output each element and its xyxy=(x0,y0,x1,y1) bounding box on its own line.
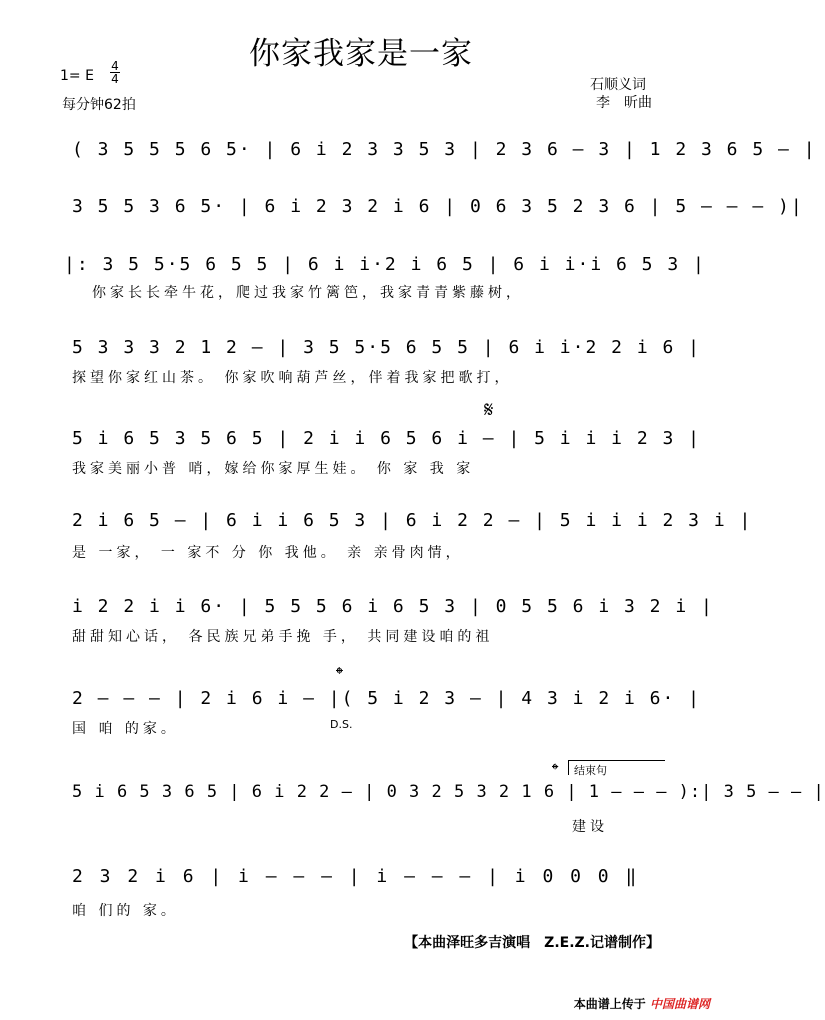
staff-line-7 xyxy=(0,596,722,654)
key-signature: 1= E xyxy=(60,68,94,84)
page-title: 你家我家是一家 xyxy=(249,36,473,72)
notes-line-10: 2 3 2 i 6 | i – – – | i – – – | i 0 0 0 ‖ xyxy=(72,866,640,887)
lyrics-line-10: 咱 们的 家。 xyxy=(72,903,179,919)
upload-text: 本曲谱上传于 xyxy=(573,997,646,1011)
staff-line-1 xyxy=(0,135,817,193)
staff-line-3 xyxy=(0,250,722,308)
notes-line-2: 3 5 5 3 6 5· | 6 i 2 3 2 i 6 | 0 6 3 5 2 3 6 | 5 – – – )| xyxy=(72,196,804,217)
lyrics-line-5: 我家美丽小普 哨，嫁给你家厚生娃。 你 家 我 家 xyxy=(72,461,475,477)
staff-line-6 xyxy=(0,510,753,568)
coda-symbol-ending: 𝄌 xyxy=(552,760,559,781)
tempo: 每分钟62拍 xyxy=(62,97,136,113)
lyrics-line-8: 国 咱 的家。 xyxy=(72,721,179,737)
lyrics-line-9: 建设 xyxy=(572,819,608,835)
notes-line-1: ( 3 5 5 5 6 5· | 6 i 2 3 3 5 3 | 2 3 6 – 3 | 1 2 3 6 5 – | xyxy=(72,139,817,160)
staff-line-2 xyxy=(0,192,804,250)
segno-symbol: 𝄋 xyxy=(484,398,494,423)
staff-line-8 xyxy=(0,688,722,746)
upload-note xyxy=(574,995,710,1012)
brand-logo[interactable]: 中国曲谱网 xyxy=(649,997,710,1011)
staff-line-5 xyxy=(0,428,722,486)
time-sig-bottom: 4 xyxy=(111,72,119,86)
coda-symbol: 𝄌 xyxy=(336,662,343,686)
ds-label: D.S. xyxy=(330,718,353,731)
composer: 李 昕曲 xyxy=(596,95,652,111)
notes-line-4: 5 3 3 3 2 1 2 – | 3 5 5·5 6 5 5 | 6 i i·2 2 i 6 | xyxy=(72,337,702,358)
staff-line-9 xyxy=(0,782,825,840)
lyrics-line-3: 你家长长牵牛花，爬过我家竹篱笆，我家青青紫藤树， xyxy=(92,285,524,301)
lyrics-line-4: 探望你家红山茶。 你家吹响葫芦丝，伴着我家把歌打， xyxy=(72,370,513,386)
staff-line-4 xyxy=(0,337,722,395)
lyrics-line-7: 甜甜知心话， 各民族兄弟手挽 手， 共同建设咱的祖 xyxy=(72,629,494,645)
notes-line-8: 2 – – – | 2 i 6 i – |( 5 i 2 3 – | 4 3 i 2 i 6· | xyxy=(72,688,702,709)
staff-line-10 xyxy=(0,866,722,924)
notes-line-9: 5 i 6 5 3 6 5 | 6 i 2 2 – | 0 3 2 5 3 2 1 6 | 1 – – – ):| 3 5 – – | xyxy=(72,782,825,802)
ending-label: 结束句 xyxy=(574,764,607,777)
notes-line-6: 2 i 6 5 – | 6 i i 6 5 3 | 6 i 2 2 – | 5 i i i 2 3 i | xyxy=(72,510,753,531)
lyrics-line-6: 是 一家， 一 家不 分 你 我他。 亲 亲骨肉情， xyxy=(72,545,464,561)
lyricist: 石顺义词 xyxy=(590,77,646,93)
notes-line-7: i 2 2 i i 6· | 5 5 5 6 i 6 5 3 | 0 5 5 6 i 3 2 i | xyxy=(72,596,714,617)
time-signature xyxy=(110,60,120,85)
notes-line-3: |: 3 5 5·5 6 5 5 | 6 i i·2 i 6 5 | 6 i i·i 6 5 3 | xyxy=(64,254,706,275)
notes-line-5: 5 i 6 5 3 5 6 5 | 2 i i 6 5 6 i – | 5 i i i 2 3 | xyxy=(72,428,702,449)
time-sig-top: 4 xyxy=(111,59,119,73)
performer-credit: 【本曲泽旺多吉演唱 Z.E.Z.记谱制作】 xyxy=(404,935,660,951)
